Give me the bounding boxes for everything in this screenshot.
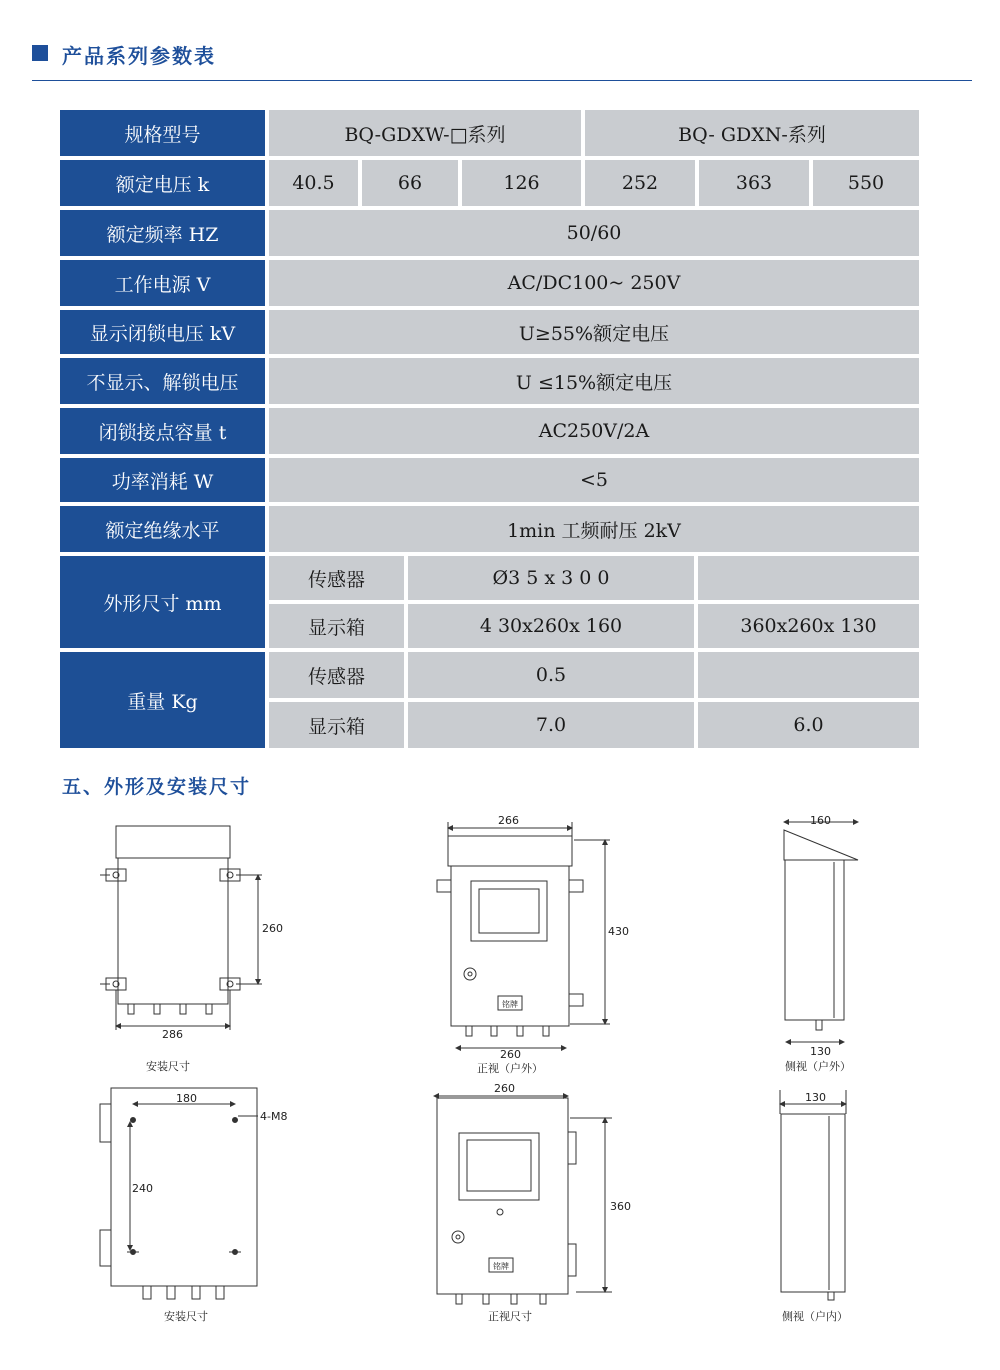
section-title: 产品系列参数表 (62, 44, 216, 68)
sub-sensor: 传感器 (269, 652, 404, 698)
dim-label: 180 (176, 1092, 197, 1105)
freq-value: 50/60 (269, 210, 919, 256)
drawing-caption: 正视（户外） (477, 1062, 543, 1075)
wt-box-n: 6.0 (698, 702, 919, 748)
display-window (471, 881, 547, 941)
dim-label: 260 (262, 922, 283, 935)
label-display-lock: 显示闭锁电压 kV (60, 310, 265, 354)
rain-cover (784, 830, 858, 860)
sub-sensor: 传感器 (269, 556, 404, 600)
drawing-caption: 安装尺寸 (164, 1310, 208, 1323)
dim-box-w: 4 30x260x 160 (408, 604, 694, 648)
label-freq: 额定频率 HZ (60, 210, 265, 256)
label-voltage: 额定电压 k (60, 160, 265, 206)
insulation-value: 1min 工频耐压 2kV (269, 506, 919, 552)
voltage-cell: 66 (362, 160, 458, 206)
drawing-front-indoor (434, 1096, 612, 1304)
cable-gland-icon (128, 1004, 212, 1014)
consumption-value: <5 (269, 458, 919, 502)
drawing-side-indoor (780, 1090, 846, 1300)
nameplate-label: 铭牌 (493, 1262, 509, 1271)
drawing-side-outdoor (784, 822, 858, 1042)
display-lock-value: U≥55%额定电压 (269, 310, 919, 354)
label-no-display: 不显示、解锁电压 (60, 358, 265, 404)
voltage-cell: 40.5 (269, 160, 358, 206)
label-weight: 重量 Kg (60, 652, 265, 748)
dim-label: 260 (500, 1048, 521, 1061)
bolt-label: 4-M8 (260, 1110, 288, 1123)
dim-label: 240 (132, 1182, 153, 1195)
dim-label: 430 (608, 925, 629, 938)
label-model: 规格型号 (60, 110, 265, 156)
box-outline (781, 1114, 845, 1292)
dim-label: 286 (162, 1028, 183, 1041)
drawing-caption: 侧视（户内） (782, 1310, 848, 1323)
nameplate-label: 铭牌 (502, 1000, 518, 1009)
series-w: BQ-GDXW-□系列 (269, 110, 581, 156)
contact-value: AC250V/2A (269, 408, 919, 454)
label-dimensions: 外形尺寸 mm (60, 556, 265, 648)
sub-box: 显示箱 (269, 604, 404, 648)
dim-label: 360 (610, 1200, 631, 1213)
dim-label: 130 (810, 1045, 831, 1058)
drawing-caption: 正视尺寸 (488, 1310, 532, 1323)
label-consumption: 功率消耗 W (60, 458, 265, 502)
dim-box-n: 360x260x 130 (698, 604, 919, 648)
dim-label: 260 (494, 1082, 515, 1095)
display-window (459, 1133, 539, 1200)
label-contact: 闭锁接点容量 t (60, 408, 265, 454)
rain-cover (448, 836, 572, 866)
box-outline (118, 858, 228, 1004)
power-value: AC/DC100~ 250V (269, 260, 919, 306)
drawing-front-outdoor (437, 822, 610, 1048)
voltage-cell: 126 (462, 160, 581, 206)
drawing-install-outdoor (100, 826, 262, 1030)
rain-cover (116, 826, 230, 858)
voltage-cell: 550 (813, 160, 919, 206)
series-n: BQ- GDXN-系列 (585, 110, 919, 156)
dim-label: 130 (805, 1091, 826, 1104)
drawing-caption: 侧视（户外） (785, 1060, 851, 1073)
voltage-cell: 252 (585, 160, 695, 206)
wt-sensor-w: 0.5 (408, 652, 694, 698)
no-display-value: U ≤15%额定电压 (269, 358, 919, 404)
wt-box-w: 7.0 (408, 702, 694, 748)
mount-bracket-icon (100, 869, 262, 990)
dim-sensor-w: Ø3 5 x 3 0 0 (408, 556, 694, 600)
drawing-caption: 安装尺寸 (146, 1060, 190, 1073)
indicator-icon (464, 968, 476, 980)
voltage-cell: 363 (699, 160, 809, 206)
dim-label: 266 (498, 814, 519, 827)
indicator-icon (452, 1231, 464, 1243)
sub-box: 显示箱 (269, 702, 404, 748)
drawing-install-indoor (100, 1088, 258, 1299)
dim-label: 160 (810, 814, 831, 827)
box-outline (785, 860, 844, 1020)
label-insulation: 额定绝缘水平 (60, 506, 265, 552)
drawings-title: 五、外形及安装尺寸 (62, 776, 252, 798)
label-power: 工作电源 V (60, 260, 265, 306)
